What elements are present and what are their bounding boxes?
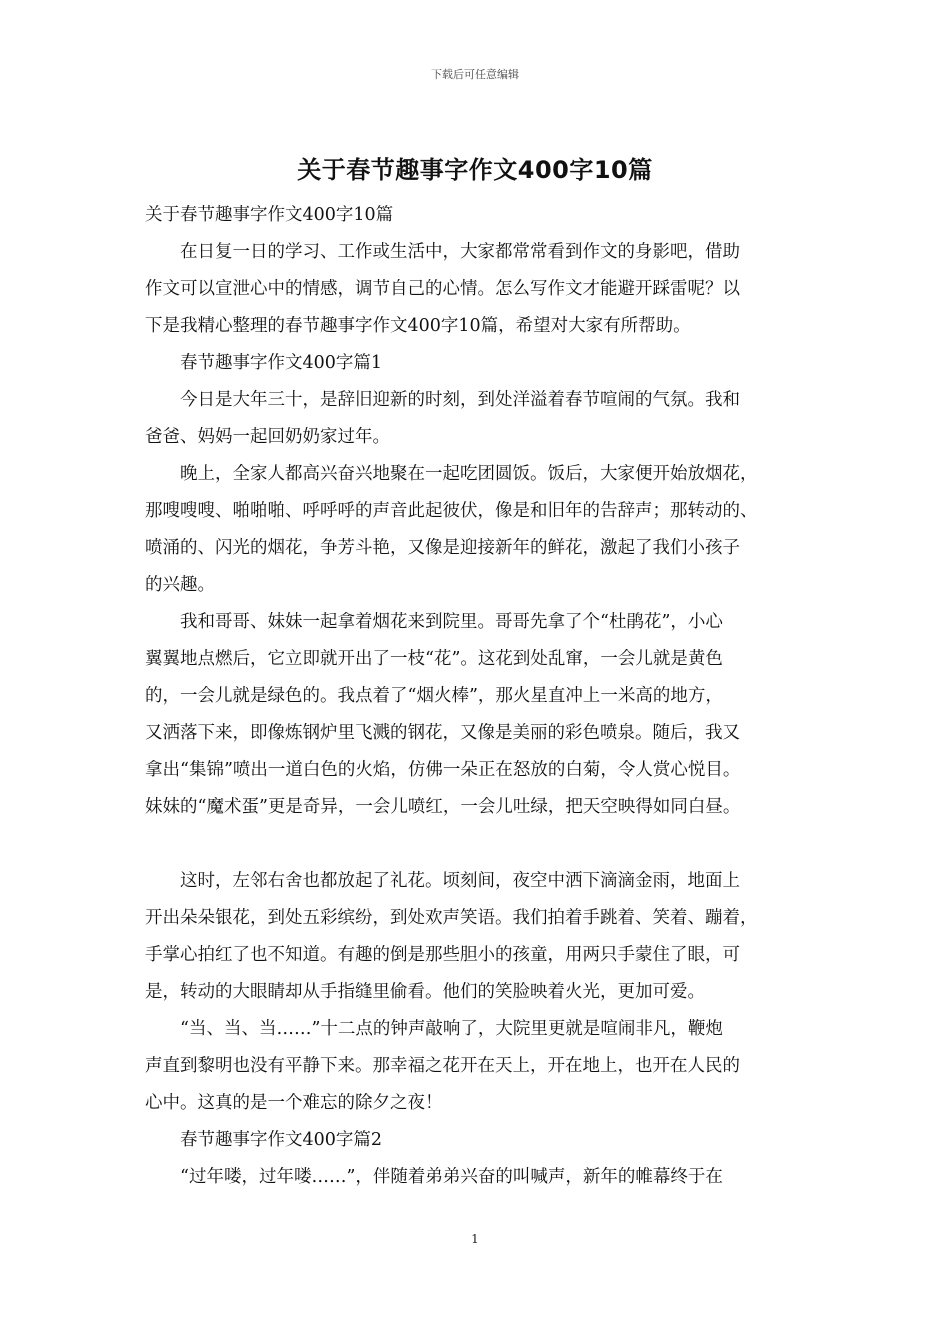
blank-line	[145, 826, 805, 863]
document-title: 关于春节趣事字作文400字10篇	[297, 156, 653, 184]
page-header-note: 下载后可任意编辑	[431, 68, 519, 81]
paragraph-line: 拿出“集锦”喷出一道白色的火焰，仿佛一朵正在怒放的白菊，令人赏心悦目。	[145, 760, 741, 780]
subtitle-line: 关于春节趣事字作文400字10篇	[145, 205, 394, 225]
paragraph-line: 是，转动的大眼睛却从手指缝里偷看。他们的笑脸映着火光，更加可爱。	[145, 982, 705, 1002]
paragraph-line: “过年喽，过年喽……”，伴随着弟弟兴奋的叫喊声，新年的帷幕终于在	[145, 1167, 723, 1187]
paragraph-line: 手掌心拍红了也不知道。有趣的倒是那些胆小的孩童，用两只手蒙住了眼，可	[145, 945, 740, 965]
section-heading: 春节趣事字作文400字篇2	[145, 1130, 383, 1150]
paragraph-line: 在日复一日的学习、工作或生活中，大家都常常看到作文的身影吧，借助	[145, 242, 740, 262]
paragraph-line: 的，一会儿就是绿色的。我点着了“烟火棒”，那火星直冲上一米高的地方，	[145, 686, 723, 706]
paragraph-line: 那嗖嗖嗖、啪啪啪、呼呼呼的声音此起彼伏，像是和旧年的告辞声；那转动的、	[145, 501, 758, 521]
paragraph-line: 晚上，全家人都高兴奋兴地聚在一起吃团圆饭。饭后，大家便开始放烟花，	[145, 464, 758, 484]
paragraph-line: 妹妹的“魔术蛋”更是奇异，一会儿喷红，一会儿吐绿，把天空映得如同白昼。	[145, 797, 741, 817]
document-body	[145, 197, 805, 1196]
paragraph-line: 声直到黎明也没有平静下来。那幸福之花开在天上，开在地上，也开在人民的	[145, 1056, 740, 1076]
paragraph-line: 我和哥哥、妹妹一起拿着烟花来到院里。哥哥先拿了个“杜鹃花”，小心	[145, 612, 723, 632]
paragraph-line: 下是我精心整理的春节趣事字作文400字10篇，希望对大家有所帮助。	[145, 316, 691, 336]
paragraph-line: 今日是大年三十，是辞旧迎新的时刻，到处洋溢着春节喧闹的气氛。我和	[145, 390, 740, 410]
paragraph-line: “当、当、当……”十二点的钟声敲响了，大院里更就是喧闹非凡，鞭炮	[145, 1019, 723, 1039]
paragraph-line: 心中。这真的是一个难忘的除夕之夜！	[145, 1093, 443, 1113]
paragraph-line: 喷涌的、闪光的烟花，争芳斗艳，又像是迎接新年的鲜花，激起了我们小孩子	[145, 538, 740, 558]
page-number: 1	[471, 1232, 479, 1246]
paragraph-line: 开出朵朵银花，到处五彩缤纷，到处欢声笑语。我们拍着手跳着、笑着、蹦着，	[145, 908, 758, 928]
paragraph-line: 翼翼地点燃后，它立即就开出了一枝“花”。这花到处乱窜，一会儿就是黄色	[145, 649, 723, 669]
paragraph-line: 作文可以宣泄心中的情感，调节自己的心情。怎么写作文才能避开踩雷呢？以	[145, 279, 740, 299]
section-heading: 春节趣事字作文400字篇1	[145, 353, 383, 373]
paragraph-line: 这时，左邻右舍也都放起了礼花。顷刻间，夜空中洒下滴滴金雨，地面上	[145, 871, 740, 891]
paragraph-line: 爸爸、妈妈一起回奶奶家过年。	[145, 427, 390, 447]
paragraph-line: 的兴趣。	[145, 575, 215, 595]
paragraph-line: 又洒落下来，即像炼钢炉里飞溅的钢花，又像是美丽的彩色喷泉。随后，我又	[145, 723, 740, 743]
